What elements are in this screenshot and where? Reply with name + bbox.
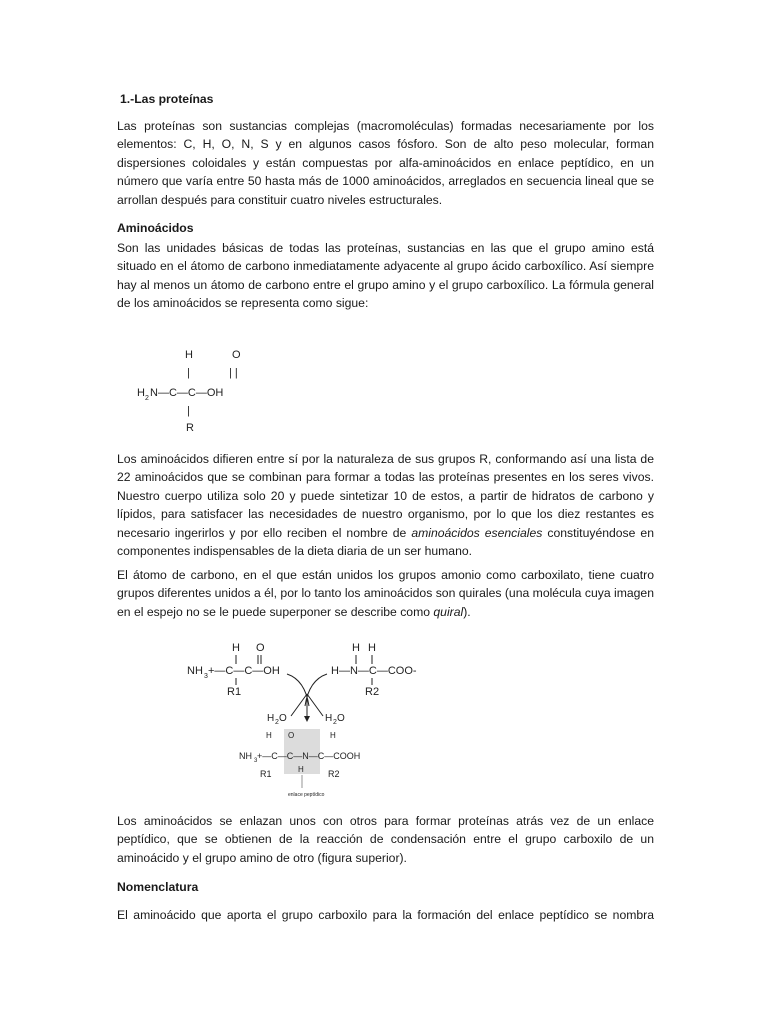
- enlace-paragraph: Los aminoácidos se enlazan unos con otros para formar proteínas atrás vez de un enlace peptídico, que se obtienen de la reacción de condensación entre el grupo carboxilo de un aminoácido y el grupo amino de otro (figura superior).: [117, 814, 654, 865]
- left-nh: NH: [187, 665, 203, 677]
- product-h1: H: [266, 731, 272, 740]
- water-left-h: H: [267, 713, 275, 724]
- product-h2: H: [330, 731, 336, 740]
- formula-bar-top: |: [187, 367, 190, 379]
- left-sub3: 3: [204, 673, 208, 680]
- formula-r: R: [186, 422, 194, 434]
- right-r2: R2: [365, 686, 380, 698]
- aminoacidos-esenciales-emphasis: aminoácidos esenciales: [411, 525, 543, 540]
- aminoacidos-paragraph: Son las unidades básicas de todas las proteínas, sustancias en las que el grupo amino está situado en el átomo de carbono inmediatamente adyacente al grupo ácido carboxílico. Así siempre hay al menos un átomo de carbono entre el grupo amino y el grupo carboxílico. La fórmula general de los aminoácidos se representa como sigue:: [117, 241, 654, 311]
- arrow-water-right: [307, 694, 323, 716]
- arrow-water-left: [291, 694, 307, 716]
- carbono-paragraph: [117, 566, 654, 621]
- diferencias-paragraph: [117, 450, 654, 560]
- diferencias-text-post: constituyéndose en componentes indispensables de la dieta diaria de un ser humano.: [117, 525, 654, 559]
- water-right-h: H: [325, 713, 333, 724]
- nomenclatura-heading: Nomenclatura: [117, 880, 199, 894]
- section-title: 1.-Las proteínas: [120, 92, 214, 106]
- formula-sub2: 2: [145, 395, 149, 402]
- carbono-text-pre: El átomo de carbono, en el que están unidos los grupos amonio como carboxilato, tiene cuatro grupos diferentes unidos a él, por lo tanto los aminoácidos son quirales (una molécula cuya imagen en el espejo no se le puede superponer se describe como: [117, 568, 654, 619]
- product-r2: R2: [328, 769, 340, 779]
- aminoacidos-heading: Aminoácidos: [117, 221, 194, 235]
- water-left-o: O: [279, 713, 287, 724]
- left-h: H: [232, 642, 240, 654]
- intro-paragraph: Las proteínas son sustancias complejas (macromoléculas) formadas necesariamente por los elementos: C, H, O, N, S y en algunos casos fósforo. Son de alto peso molecular, forman dispersiones coloidales y están compuestas por alfa-aminoácidos en enlace peptídico, en un número que varía entre 50 hasta más de 1000 aminoácidos, arreglados en secuencia lineal que se arrollan después para constituir cuatro niveles estructurales.: [117, 119, 654, 207]
- water-right-o: O: [337, 713, 345, 724]
- peptide-reaction-figure: [187, 636, 507, 806]
- right-h2: H: [368, 642, 376, 654]
- bond-label: enlace peptídico: [288, 792, 325, 798]
- formula-h2: H: [137, 387, 145, 399]
- water-left-sub: 2: [275, 719, 279, 726]
- general-formula-figure: [133, 342, 263, 434]
- product-sub3: 3: [254, 758, 258, 764]
- formula-chain: N—C—C—OH: [150, 387, 224, 399]
- arrow-head-product: [304, 716, 310, 722]
- left-o: O: [256, 642, 265, 654]
- product-chain: +—C—C—N—C—COOH: [257, 751, 361, 761]
- left-r1: R1: [227, 686, 242, 698]
- product-nh: NH: [239, 751, 252, 761]
- formula-double-bar: | |: [229, 367, 238, 379]
- product-r1: R1: [260, 769, 272, 779]
- diferencias-text-pre: Los aminoácidos difieren entre sí por la naturaleza de sus grupos R, conformando así una lista de 22 aminoácidos que se combinan para formar a todas las proteínas presentes en los seres vivos. Nuestro cuerpo utiliza solo 20 y puede sintetizar 10 de estos, a partir de hidratos de carbono y lípidos, para satisfacer las necesidades de nuestro organismo, por lo que los diez restantes es necesario ingerirlos y por ello reciben el nombre de: [117, 452, 654, 540]
- formula-h-top: H: [185, 349, 193, 361]
- right-chain: H—N—C—COO-: [331, 665, 417, 677]
- product-h-under-n: H: [298, 765, 304, 774]
- formula-o-top: O: [232, 349, 241, 361]
- nomenclatura-paragraph: El aminoácido que aporta el grupo carboxilo para la formación del enlace peptídico se nombra: [117, 908, 654, 922]
- water-right-sub: 2: [333, 719, 337, 726]
- quiral-emphasis: quiral: [433, 604, 464, 619]
- carbono-text-post: ).: [463, 604, 471, 619]
- product-o: O: [288, 731, 295, 740]
- right-h1: H: [352, 642, 360, 654]
- left-chain: +—C—C—OH: [208, 665, 280, 677]
- formula-bar-bottom: |: [187, 405, 190, 417]
